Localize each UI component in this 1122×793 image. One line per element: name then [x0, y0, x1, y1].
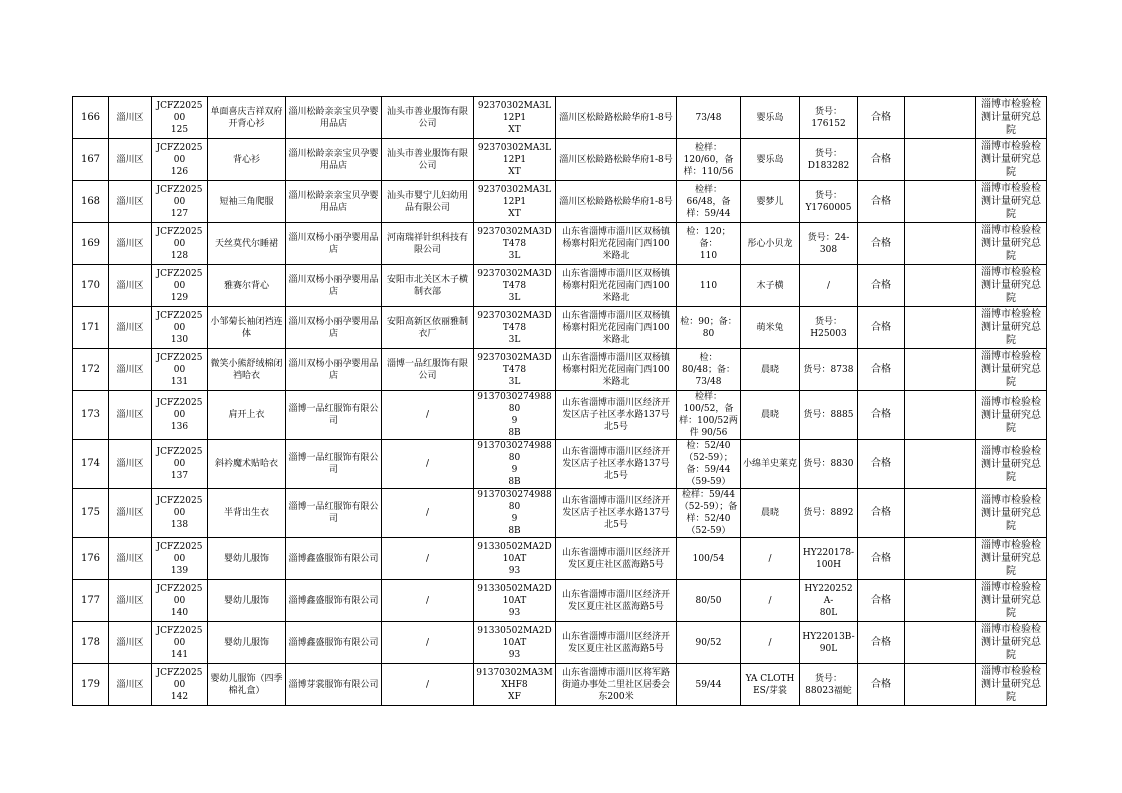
product-name-cell: 半背出生衣	[208, 489, 286, 538]
address-cell: 山东省淄博市淄川区经济开发区店子社区孝水路137号北5号	[556, 440, 677, 489]
brand-cell: 晨晓	[741, 489, 800, 538]
model-cell: 货号： 176152	[800, 97, 858, 139]
inspection-org-cell: 淄博市检验检测计量研究总院	[976, 223, 1047, 265]
brand-cell: 彤心小贝龙	[741, 223, 800, 265]
model-cell: 货号：8738	[800, 349, 858, 391]
result-cell: 合格	[858, 538, 905, 580]
result-cell: 合格	[858, 223, 905, 265]
inspection-results-table	[72, 96, 1047, 706]
manufacturer-cell: 汕头市婴宁儿妇幼用品有限公司	[382, 181, 474, 223]
seller-name-cell: 淄川松龄亲亲宝贝孕婴用品店	[286, 139, 382, 181]
credit-code-cell: 92370302MA3DT478 3L	[474, 265, 556, 307]
district-cell: 淄川区	[109, 349, 152, 391]
address-cell: 山东省淄博市淄川区双杨镇杨寨村阳光花园南门西100米路北	[556, 349, 677, 391]
credit-code-cell: 92370302MA3DT478 3L	[474, 349, 556, 391]
address-cell: 山东省淄博市淄川区经济开发区夏庄社区蓝海路5号	[556, 622, 677, 664]
sample-code-cell: JCFZ202500 142	[152, 664, 208, 706]
table-row	[73, 440, 1047, 489]
sample-code-cell: JCFZ202500 140	[152, 580, 208, 622]
district-cell: 淄川区	[109, 223, 152, 265]
specification-cell: 检：120；备： 110	[677, 223, 741, 265]
address-cell: 山东省淄博市淄川区经济开发区夏庄社区蓝海路5号	[556, 580, 677, 622]
specification-cell: 73/48	[677, 97, 741, 139]
table-row	[73, 139, 1047, 181]
result-cell: 合格	[858, 440, 905, 489]
remark-cell	[905, 223, 976, 265]
model-cell: 货号： 88023福蛇	[800, 664, 858, 706]
brand-cell: YA CLOTHES/芽裳	[741, 664, 800, 706]
credit-code-cell: 913703027498880 9 8B	[474, 391, 556, 440]
inspection-org-cell: 淄博市检验检测计量研究总院	[976, 664, 1047, 706]
row-number-cell: 175	[73, 489, 109, 538]
specification-cell: 检：90；备： 80	[677, 307, 741, 349]
table-row	[73, 307, 1047, 349]
specification-cell: 检： 80/48；备： 73/48	[677, 349, 741, 391]
row-number-cell: 169	[73, 223, 109, 265]
model-cell: 货号： Y1760005	[800, 181, 858, 223]
seller-name-cell: 淄川双杨小丽孕婴用品店	[286, 223, 382, 265]
row-number-cell: 173	[73, 391, 109, 440]
seller-name-cell: 淄博鑫盛服饰有限公司	[286, 580, 382, 622]
brand-cell: 婴梦儿	[741, 181, 800, 223]
inspection-org-cell: 淄博市检验检测计量研究总院	[976, 580, 1047, 622]
address-cell: 山东省淄博市淄川区经济开发区夏庄社区蓝海路5号	[556, 538, 677, 580]
product-name-cell: 婴幼儿服饰（四季棉礼盒）	[208, 664, 286, 706]
district-cell: 淄川区	[109, 391, 152, 440]
district-cell: 淄川区	[109, 139, 152, 181]
seller-name-cell: 淄川松龄亲亲宝贝孕婴用品店	[286, 97, 382, 139]
remark-cell	[905, 489, 976, 538]
sample-code-cell: JCFZ202500 138	[152, 489, 208, 538]
brand-cell: /	[741, 622, 800, 664]
remark-cell	[905, 391, 976, 440]
table-row	[73, 391, 1047, 440]
brand-cell: 萌米兔	[741, 307, 800, 349]
district-cell: 淄川区	[109, 580, 152, 622]
sample-code-cell: JCFZ202500 137	[152, 440, 208, 489]
district-cell: 淄川区	[109, 664, 152, 706]
sample-code-cell: JCFZ202500 126	[152, 139, 208, 181]
row-number-cell: 166	[73, 97, 109, 139]
product-name-cell: 婴幼儿服饰	[208, 580, 286, 622]
inspection-org-cell: 淄博市检验检测计量研究总院	[976, 349, 1047, 391]
sample-code-cell: JCFZ202500 136	[152, 391, 208, 440]
manufacturer-cell: /	[382, 622, 474, 664]
result-cell: 合格	[858, 139, 905, 181]
credit-code-cell: 913703027498880 9 8B	[474, 440, 556, 489]
remark-cell	[905, 538, 976, 580]
sample-code-cell: JCFZ202500 127	[152, 181, 208, 223]
result-cell: 合格	[858, 489, 905, 538]
inspection-org-cell: 淄博市检验检测计量研究总院	[976, 622, 1047, 664]
remark-cell	[905, 440, 976, 489]
inspection-org-cell: 淄博市检验检测计量研究总院	[976, 538, 1047, 580]
seller-name-cell: 淄川双杨小丽孕婴用品店	[286, 265, 382, 307]
result-cell: 合格	[858, 391, 905, 440]
table-row	[73, 349, 1047, 391]
specification-cell: 检样： 66/48，备样：59/44	[677, 181, 741, 223]
sample-code-cell: JCFZ202500 128	[152, 223, 208, 265]
product-name-cell: 婴幼儿服饰	[208, 538, 286, 580]
manufacturer-cell: /	[382, 580, 474, 622]
product-name-cell: 小邹菊长袖闭裆连体	[208, 307, 286, 349]
manufacturer-cell: 河南瑞祥针织科技有限公司	[382, 223, 474, 265]
model-cell: 货号： H25003	[800, 307, 858, 349]
table-row	[73, 223, 1047, 265]
product-name-cell: 背心衫	[208, 139, 286, 181]
specification-cell: 80/50	[677, 580, 741, 622]
product-name-cell: 斜衿魔术贴哈衣	[208, 440, 286, 489]
address-cell: 淄川区松龄路松龄华府1-8号	[556, 139, 677, 181]
brand-cell: 木子横	[741, 265, 800, 307]
credit-code-cell: 91330502MA2D10AT 93	[474, 622, 556, 664]
inspection-org-cell: 淄博市检验检测计量研究总院	[976, 307, 1047, 349]
remark-cell	[905, 307, 976, 349]
model-cell: /	[800, 265, 858, 307]
inspection-org-cell: 淄博市检验检测计量研究总院	[976, 391, 1047, 440]
remark-cell	[905, 97, 976, 139]
result-cell: 合格	[858, 265, 905, 307]
specification-cell: 检样：59/44 （52-59）；备样：52/40 （52-59）	[677, 489, 741, 538]
product-name-cell: 短袖三角爬服	[208, 181, 286, 223]
specification-cell: 检样： 120/60，备样：110/56	[677, 139, 741, 181]
product-name-cell: 肩开上衣	[208, 391, 286, 440]
row-number-cell: 177	[73, 580, 109, 622]
product-name-cell: 雅赛尔背心	[208, 265, 286, 307]
table-row	[73, 489, 1047, 538]
seller-name-cell: 淄川双杨小丽孕婴用品店	[286, 349, 382, 391]
product-name-cell: 天丝莫代尔睡裙	[208, 223, 286, 265]
seller-name-cell: 淄博一品红服饰有限公司	[286, 391, 382, 440]
product-name-cell: 单面喜庆吉祥双府开背心衫	[208, 97, 286, 139]
inspection-org-cell: 淄博市检验检测计量研究总院	[976, 265, 1047, 307]
row-number-cell: 174	[73, 440, 109, 489]
credit-code-cell: 91330502MA2D10AT 93	[474, 538, 556, 580]
table-row	[73, 622, 1047, 664]
seller-name-cell: 淄博鑫盛服饰有限公司	[286, 538, 382, 580]
address-cell: 淄川区松龄路松龄华府1-8号	[556, 97, 677, 139]
sample-code-cell: JCFZ202500 129	[152, 265, 208, 307]
model-cell: 货号：24- 308	[800, 223, 858, 265]
credit-code-cell: 91330502MA2D10AT 93	[474, 580, 556, 622]
district-cell: 淄川区	[109, 538, 152, 580]
credit-code-cell: 92370302MA3L12P1 XT	[474, 139, 556, 181]
address-cell: 山东省淄博市淄川区经济开发区店子社区孝水路137号北5号	[556, 391, 677, 440]
address-cell: 山东省淄博市淄川区双杨镇杨寨村阳光花园南门西100米路北	[556, 307, 677, 349]
specification-cell: 59/44	[677, 664, 741, 706]
seller-name-cell: 淄博一品红服饰有限公司	[286, 440, 382, 489]
seller-name-cell: 淄川松龄亲亲宝贝孕婴用品店	[286, 181, 382, 223]
model-cell: 货号：8830	[800, 440, 858, 489]
sample-code-cell: JCFZ202500 125	[152, 97, 208, 139]
result-cell: 合格	[858, 307, 905, 349]
specification-cell: 110	[677, 265, 741, 307]
result-cell: 合格	[858, 664, 905, 706]
table-row	[73, 538, 1047, 580]
result-cell: 合格	[858, 97, 905, 139]
district-cell: 淄川区	[109, 440, 152, 489]
inspection-org-cell: 淄博市检验检测计量研究总院	[976, 440, 1047, 489]
manufacturer-cell: 汕头市善业服饰有限公司	[382, 97, 474, 139]
table-row	[73, 580, 1047, 622]
model-cell: HY22013B- 90L	[800, 622, 858, 664]
row-number-cell: 179	[73, 664, 109, 706]
row-number-cell: 170	[73, 265, 109, 307]
inspection-results-sheet	[72, 96, 1046, 706]
manufacturer-cell: /	[382, 489, 474, 538]
manufacturer-cell: 安阳市北关区木子横制衣部	[382, 265, 474, 307]
table-row	[73, 664, 1047, 706]
table-row	[73, 265, 1047, 307]
result-cell: 合格	[858, 622, 905, 664]
product-name-cell: 婴幼儿服饰	[208, 622, 286, 664]
table-body	[73, 97, 1047, 706]
row-number-cell: 172	[73, 349, 109, 391]
address-cell: 山东省淄博市淄川区将军路街道办事处二里社区居委会东200米	[556, 664, 677, 706]
row-number-cell: 168	[73, 181, 109, 223]
table-row	[73, 181, 1047, 223]
manufacturer-cell: /	[382, 538, 474, 580]
specification-cell: 检：52/40 （52-59）；备：59/44 （59-59）	[677, 440, 741, 489]
model-cell: 货号：8892	[800, 489, 858, 538]
sample-code-cell: JCFZ202500 139	[152, 538, 208, 580]
sample-code-cell: JCFZ202500 131	[152, 349, 208, 391]
model-cell: 货号：8885	[800, 391, 858, 440]
remark-cell	[905, 622, 976, 664]
brand-cell: /	[741, 538, 800, 580]
district-cell: 淄川区	[109, 622, 152, 664]
district-cell: 淄川区	[109, 265, 152, 307]
brand-cell: 小绵羊史莱克	[741, 440, 800, 489]
inspection-org-cell: 淄博市检验检测计量研究总院	[976, 181, 1047, 223]
manufacturer-cell: /	[382, 440, 474, 489]
address-cell: 山东省淄博市淄川区经济开发区店子社区孝水路137号北5号	[556, 489, 677, 538]
model-cell: 货号： D183282	[800, 139, 858, 181]
model-cell: HY220178- 100H	[800, 538, 858, 580]
inspection-org-cell: 淄博市检验检测计量研究总院	[976, 97, 1047, 139]
sample-code-cell: JCFZ202500 130	[152, 307, 208, 349]
result-cell: 合格	[858, 181, 905, 223]
manufacturer-cell: 安阳高新区依丽雅制衣厂	[382, 307, 474, 349]
row-number-cell: 171	[73, 307, 109, 349]
credit-code-cell: 913703027498880 9 8B	[474, 489, 556, 538]
address-cell: 山东省淄博市淄川区双杨镇杨寨村阳光花园南门西100米路北	[556, 223, 677, 265]
remark-cell	[905, 139, 976, 181]
sample-code-cell: JCFZ202500 141	[152, 622, 208, 664]
remark-cell	[905, 181, 976, 223]
seller-name-cell: 淄博鑫盛服饰有限公司	[286, 622, 382, 664]
table-row	[73, 97, 1047, 139]
row-number-cell: 178	[73, 622, 109, 664]
row-number-cell: 167	[73, 139, 109, 181]
seller-name-cell: 淄博一品红服饰有限公司	[286, 489, 382, 538]
manufacturer-cell: /	[382, 664, 474, 706]
address-cell: 山东省淄博市淄川区双杨镇杨寨村阳光花园南门西100米路北	[556, 265, 677, 307]
specification-cell: 90/52	[677, 622, 741, 664]
district-cell: 淄川区	[109, 489, 152, 538]
brand-cell: 晨晓	[741, 391, 800, 440]
remark-cell	[905, 349, 976, 391]
credit-code-cell: 92370302MA3L12P1 XT	[474, 181, 556, 223]
specification-cell: 检样： 100/52，备样：100/52两件 90/56	[677, 391, 741, 440]
credit-code-cell: 92370302MA3DT478 3L	[474, 307, 556, 349]
remark-cell	[905, 580, 976, 622]
seller-name-cell: 淄川双杨小丽孕婴用品店	[286, 307, 382, 349]
brand-cell: /	[741, 580, 800, 622]
result-cell: 合格	[858, 580, 905, 622]
inspection-org-cell: 淄博市检验检测计量研究总院	[976, 139, 1047, 181]
product-name-cell: 微笑小熊舒绒棉闭裆哈衣	[208, 349, 286, 391]
row-number-cell: 176	[73, 538, 109, 580]
model-cell: HY220252A- 80L	[800, 580, 858, 622]
remark-cell	[905, 664, 976, 706]
manufacturer-cell: /	[382, 391, 474, 440]
brand-cell: 晨晓	[741, 349, 800, 391]
brand-cell: 婴乐岛	[741, 139, 800, 181]
credit-code-cell: 91370302MA3MXHF8 XF	[474, 664, 556, 706]
result-cell: 合格	[858, 349, 905, 391]
district-cell: 淄川区	[109, 307, 152, 349]
address-cell: 淄川区松龄路松龄华府1-8号	[556, 181, 677, 223]
manufacturer-cell: 淄博一品红服饰有限公司	[382, 349, 474, 391]
seller-name-cell: 淄博芽裳服饰有限公司	[286, 664, 382, 706]
inspection-org-cell: 淄博市检验检测计量研究总院	[976, 489, 1047, 538]
specification-cell: 100/54	[677, 538, 741, 580]
remark-cell	[905, 265, 976, 307]
credit-code-cell: 92370302MA3DT478 3L	[474, 223, 556, 265]
district-cell: 淄川区	[109, 181, 152, 223]
district-cell: 淄川区	[109, 97, 152, 139]
brand-cell: 婴乐岛	[741, 97, 800, 139]
credit-code-cell: 92370302MA3L12P1 XT	[474, 97, 556, 139]
manufacturer-cell: 汕头市善业服饰有限公司	[382, 139, 474, 181]
